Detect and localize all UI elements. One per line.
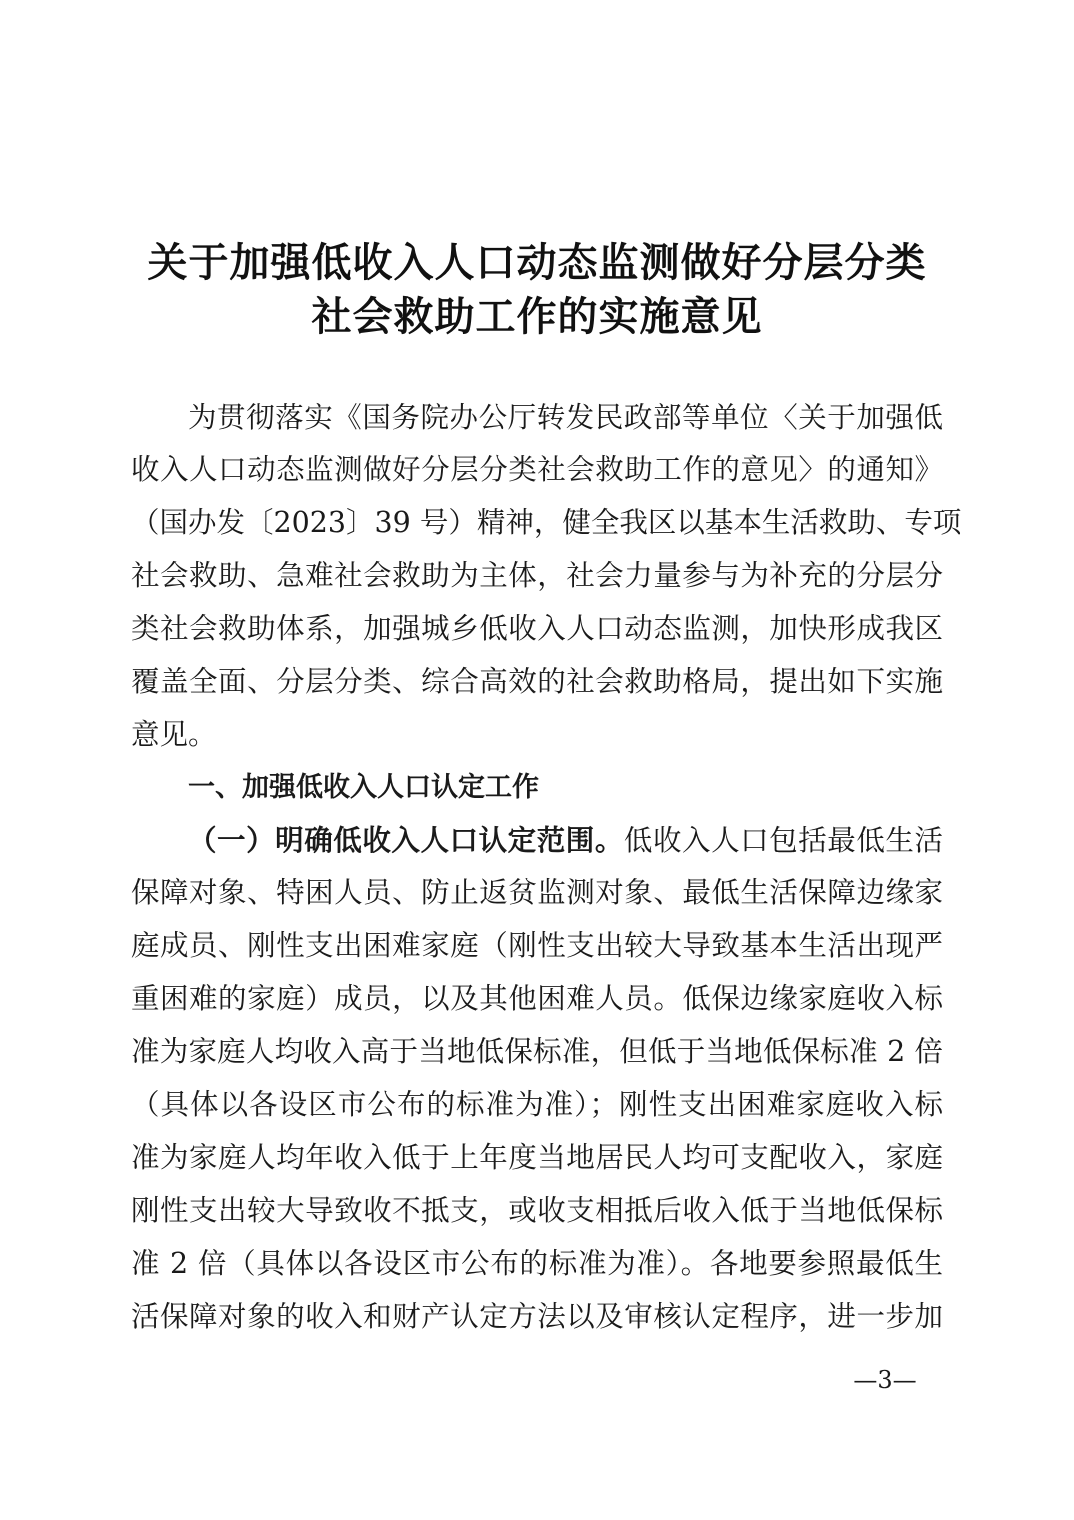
subsection-line: 准为家庭人均收入高于当地低保标准，但低于当地低保标准 2 倍	[131, 1035, 943, 1068]
intro-line: （国办发〔2023〕39 号）精神，健全我区以基本生活救助、专项	[131, 506, 962, 539]
section-heading: 一、加强低收入人口认定工作	[188, 772, 539, 803]
subsection-line: 重困难的家庭）成员，以及其他困难人员。低保边缘家庭收入标	[131, 982, 943, 1015]
subsection-line: （具体以各设区市公布的标准为准）；刚性支出困难家庭收入标	[131, 1088, 943, 1121]
document-title-line-1: 关于加强低收入人口动态监测做好分层分类	[147, 240, 927, 286]
subsection-first-line	[131, 814, 943, 866]
intro-line: 意见。	[131, 718, 217, 751]
subsection-line: 庭成员、刚性支出困难家庭（刚性支出较大导致基本生活出现严	[131, 929, 943, 962]
subsection-line: 准为家庭人均年收入低于上年度当地居民人均可支配收入，家庭	[131, 1141, 943, 1174]
intro-line: 社会救助、急难社会救助为主体，社会力量参与为补充的分层分	[131, 559, 943, 592]
intro-line: 类社会救助体系，加强城乡低收入人口动态监测，加快形成我区	[131, 612, 943, 645]
intro-line: 覆盖全面、分层分类、综合高效的社会救助格局，提出如下实施	[131, 665, 943, 698]
subsection-label: （一）明确低收入人口认定范围。	[188, 823, 624, 857]
page-number: —3—	[853, 1366, 917, 1394]
document-title-line-2: 社会救助工作的实施意见	[311, 294, 763, 340]
subsection-line: 准 2 倍（具体以各设区市公布的标准为准）。各地要参照最低生	[131, 1247, 943, 1280]
subsection-line: 保障对象、特困人员、防止返贫监测对象、最低生活保障边缘家	[131, 876, 943, 909]
intro-line: 为贯彻落实《国务院办公厅转发民政部等单位〈关于加强低	[188, 401, 943, 434]
subsection-line: 刚性支出较大导致收不抵支，或收支相抵后收入低于当地低保标	[131, 1194, 943, 1227]
subsection-line: 活保障对象的收入和财产认定方法以及审核认定程序，进一步加	[131, 1300, 943, 1333]
intro-line: 收入人口动态监测做好分层分类社会救助工作的意见〉的通知》	[131, 453, 943, 486]
subsection-first-line-text: 低收入人口包括最低生活	[623, 824, 943, 857]
